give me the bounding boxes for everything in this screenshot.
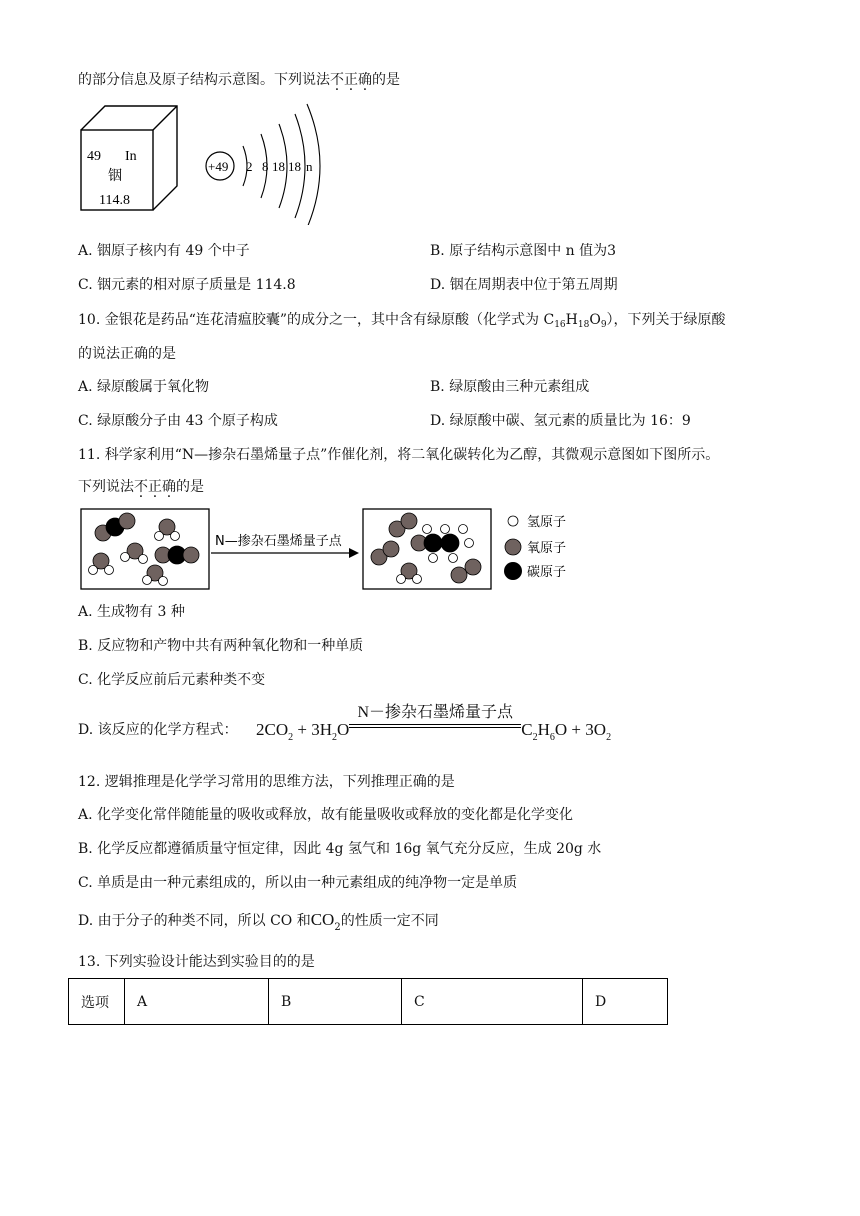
nucleus-charge: +49 <box>208 159 229 174</box>
shell-3: 18 <box>272 159 285 174</box>
q12-option-b: B. 化学反应都遵循质量守恒定律，因此 4g 氢气和 16g 氧气充分反应，生成 20g 水 <box>78 841 602 857</box>
q9-stem: 的部分信息及原子结构示意图。下列说法不正确的是 <box>78 72 400 88</box>
element-mass: 114.8 <box>99 193 130 208</box>
element-symbol: In <box>125 149 137 164</box>
element-card-diagram <box>75 100 325 225</box>
equation-double-line <box>349 724 521 728</box>
shell-1: 2 <box>246 159 253 174</box>
table-header-cell: 选项 <box>69 979 125 1025</box>
legend-carbon: 碳原子 <box>527 565 567 580</box>
q12-stem: 12. 逻辑推理是化学学习常用的思维方法，下列推理正确的是 <box>78 774 455 790</box>
q9-option-a: A. 铟原子核内有 49 个中子 <box>78 243 250 259</box>
q12-option-a: A. 化学变化常伴随能量的吸收或释放，故有能量吸收或释放的变化都是化学变化 <box>78 807 574 823</box>
legend-carbon-marker <box>504 562 522 580</box>
legend-oxygen: 氧原子 <box>527 541 567 556</box>
table-cell-c: C <box>402 979 583 1025</box>
element-number: 49 <box>87 149 101 164</box>
q10-option-a: A. 绿原酸属于氧化物 <box>78 379 210 395</box>
chemical-equation: $2CO_2 + 3H_2O$ N－掺杂石墨烯量子点 $C_2H_6O + 3O_2$ <box>256 704 612 743</box>
table-cell-d: D <box>583 979 668 1025</box>
q9-option-c: C. 铟元素的相对原子质量是 114.8 <box>78 277 296 293</box>
shell-2: 8 <box>262 159 269 174</box>
q9-option-d: D. 铟在周期表中位于第五周期 <box>430 277 618 293</box>
q11-stem-line1: 11. 科学家利用“N—掺杂石墨烯量子点”作催化剂，将二氧化碳转化为乙醇，其微观示意图如下图所示。 <box>78 447 720 463</box>
q11-option-a: A. 生成物有 3 种 <box>78 604 185 620</box>
catalyst-label: N—掺杂石墨烯量子点 <box>215 534 342 549</box>
element-name: 铟 <box>108 168 122 184</box>
table-cell-b: B <box>269 979 402 1025</box>
table-row <box>69 979 668 1025</box>
legend-hydrogen: 氢原子 <box>527 515 567 530</box>
q10-option-d: D. 绿原酸中碳、氢元素的质量比为 16：9 <box>430 413 691 429</box>
q11-option-c: C. 化学反应前后元素种类不变 <box>78 672 266 688</box>
q10-option-b: B. 绿原酸由三种元素组成 <box>430 379 590 395</box>
q13-options-table <box>68 978 668 1025</box>
shell-5: n <box>306 159 313 174</box>
q10-stem-line1: 10. 金银花是药品“连花清瘟胶囊”的成分之一，其中含有绿原酸（化学式为 $C_{16}H_{18}O_9$），下列关于绿原酸 <box>78 312 726 330</box>
table-cell-a: A <box>125 979 269 1025</box>
reaction-micro-diagram <box>75 505 595 595</box>
legend-hydrogen-marker <box>508 516 518 526</box>
shell-4: 18 <box>288 159 301 174</box>
q12-option-c: C. 单质是由一种元素组成的，所以由一种元素组成的纯净物一定是单质 <box>78 875 518 891</box>
q13-stem: 13. 下列实验设计能达到实验目的的是 <box>78 954 315 970</box>
q11-option-b: B. 反应物和产物中共有两种氧化物和一种单质 <box>78 638 364 654</box>
legend-oxygen-marker <box>505 539 521 555</box>
q11-stem-line2: 下列说法不正确的是 <box>78 479 204 495</box>
q10-stem-line2: 的说法正确的是 <box>78 346 176 362</box>
q11-option-d: D. 该反应的化学方程式： <box>78 722 238 738</box>
q10-option-c: C. 绿原酸分子由 43 个原子构成 <box>78 413 278 429</box>
q12-option-d: D. 由于分子的种类不同，所以 CO 和$CO_2$的性质一定不同 <box>78 910 439 933</box>
q9-option-b: B. 原子结构示意图中 n 值为3 <box>430 243 617 259</box>
